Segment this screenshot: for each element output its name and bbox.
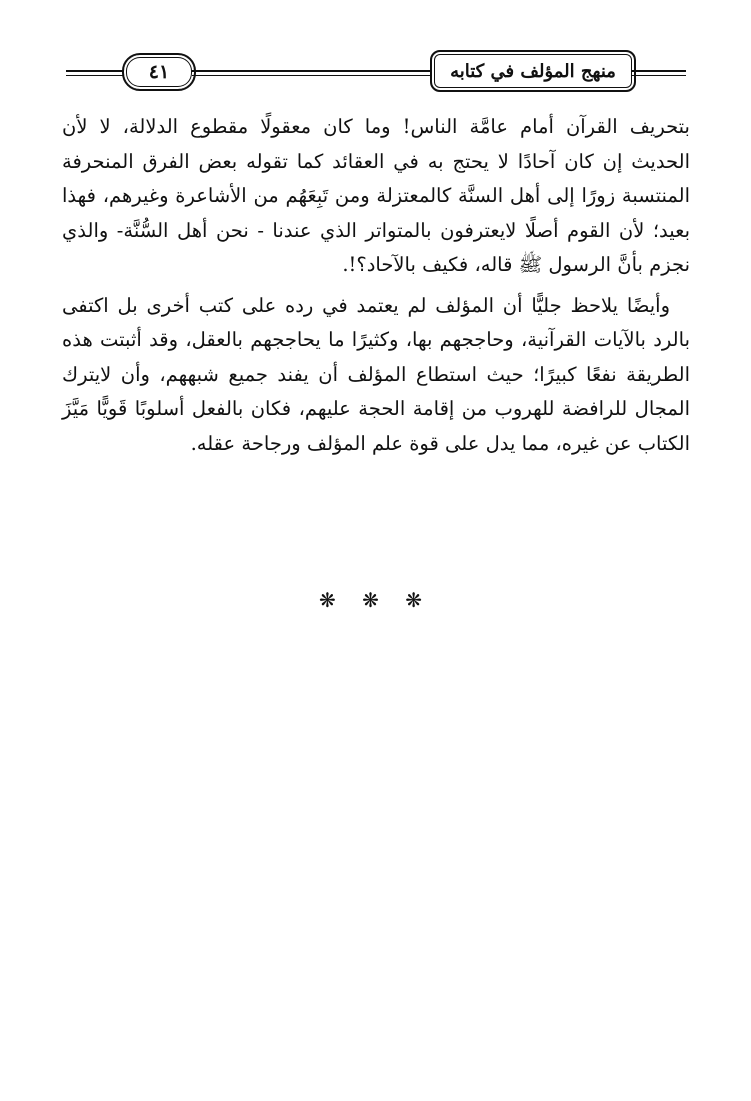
running-title: منهج المؤلف في كتابه <box>450 60 616 82</box>
page-number: ٤١ <box>148 61 170 83</box>
body-paragraph-1: بتحريف القرآن أمام عامَّة الناس! وما كان معقولًا مقطوع الدلالة، لا لأن الحديث إن كان آحادًا لا يحتج به في العقائد كما تقوله بعض الفرق المنحرفة المنتسبة زورًا إلى أهل السنَّة كالمعتزلة ومن تَبِعَهُم من الأشاعرة وغيرهم، فهذا بعيد؛ لأن القوم أصلًا لايعترفون بالمتواتر الذي عندنا - نحن أهل السُّنَّة- والذي نجزم بأنَّ الرسول ﷺ قاله، فكيف بالآحاد؟!. <box>62 115 690 276</box>
header-rule-middle <box>192 70 432 76</box>
running-header <box>66 46 686 96</box>
section-separator: ❋ ❋ ❋ <box>319 588 432 612</box>
page-number-frame <box>122 53 196 91</box>
header-rule-left <box>66 70 124 76</box>
body-paragraph-2: وأيضًا يلاحظ جليًّا أن المؤلف لم يعتمد في رده على كتب أخرى بل اكتفى بالرد بالآيات القرآنية، وحاججهم بها، وكثيرًا ما يحاججهم بالعقل، وقد أثبتت هذه الطريقة نفعًا كبيرًا؛ حيث استطاع المؤلف أن يفند جميع شبههم، وأن لايترك المجال للرافضة للهروب من إقامة الحجة عليهم، فكان بالفعل أسلوبًا قَويًّا مَيَّزَ الكتاب عن غيره، مما يدل على قوة علم المؤلف ورجاحة عقله. <box>62 293 690 455</box>
header-rule-right <box>632 70 686 76</box>
page-body <box>62 110 690 461</box>
running-title-frame <box>430 50 636 92</box>
